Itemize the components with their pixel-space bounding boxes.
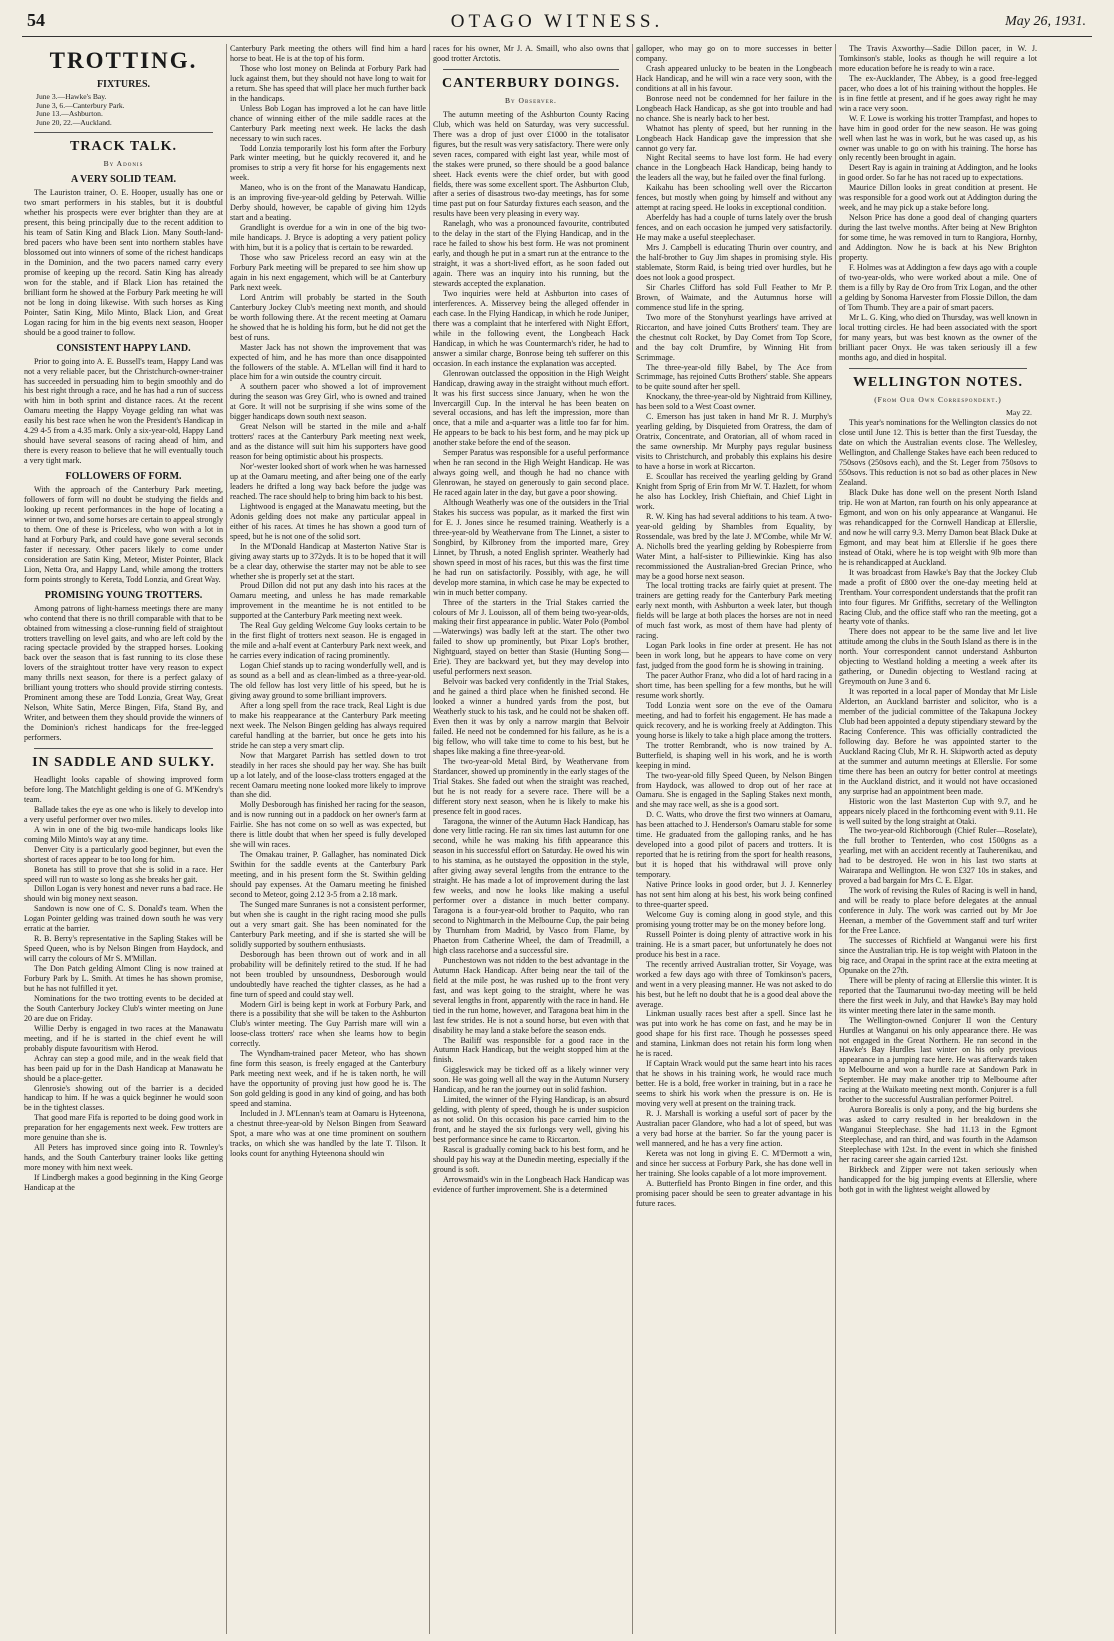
paragraph: The Real Guy gelding Welcome Guy looks certain to be in the first flight of trotters next season. He is engaged in the mile and a-half event at Canterbury Park next week, and he carries every indication of racing prominently. <box>230 621 426 661</box>
subheading: A VERY SOLID TEAM. <box>70 174 177 186</box>
paragraph: It was reported in a local paper of Monday that Mr Lisle Alderton, an Auckland barrister and solicitor, who is a member of the judicial committee of the Takapuna Jockey Club had been appointed a deputy stipendiary steward by the Racing Conference. This was officially contradicted the following day. Before he was appointed starter to the Auckland Racing Club, Mr R. H. Skipworth acted as deputy at the summer and autumn meetings at Ellerslie. For some time there has been an outcry for better control at meetings in the Auckland district, and it would not have occasioned any surprise had an appointment been made. <box>839 687 1037 796</box>
paragraph: Headlight looks capable of showing improved form before long. The Matchlight gelding is one of G. M'Kendry's team. <box>24 774 223 804</box>
paragraph: The trotter Rembrandt, who is now trained by A. Butterfield, is shaping well in his work, and he is worth keeping in mind. <box>636 740 832 770</box>
paragraph: Dillon Logan is very honest and never runs a bad race. He should win big money next season. <box>24 884 223 904</box>
paragraph: Maurice Dillon looks in great condition at present. He was responsible for a good work out at Addington during the week, and he may pick up a stake before long. <box>839 183 1037 213</box>
paragraph: Modern Girl is being kept in work at Forbury Park, and there is a possibility that she will be taken to the Ashburton Club's winter meeting. The Guy Parrish mare will win a loose-class trotters' race when she learns how to begin correctly. <box>230 999 426 1049</box>
paragraph: Three of the starters in the Trial Stakes carried the colours of Mr J. Louisson, all of them being two-year-olds, making their first appearance in public. Water Polo (Pombol—Waterwings) was badly left at the start. The other two failed to show up prominently, but Pixar Lop's brother, Nightguard, stayed on better than Stasie (Hunting Song—Erie). They are backward yet, but they may develop into useful performers next season. <box>433 597 629 677</box>
divider <box>34 132 213 133</box>
paragraph: Canterbury Park meeting the others will find him a hard horse to beat. He is at the top of his form. <box>230 44 426 63</box>
paragraph: There does not appear to be the same live and let live attitude among the clubs in the South Island as there is in the north. Your correspondent cannot understand Ashburton objecting to Westland holding a meeting a week after its gathering, or Dunedin objecting to Westland racing at Greymouth on June 3 and 6. <box>839 627 1037 687</box>
paragraph: Bonrose need not be condemned for her failure in the Longbeach Hack Handicap, as she got into trouble and had no chance. She is nearly back to her best. <box>636 93 832 123</box>
column-rule <box>226 44 227 1634</box>
paragraph: Achray can step a good mile, and in the weak field that has been paid up for in the Dash Handicap at Manawatu he should be a place-getter. <box>24 1053 223 1083</box>
byline: By Adonis <box>103 159 144 169</box>
paragraph: The recently arrived Australian trotter, Sir Voyage, was worked a few days ago with three of Tomkinson's pacers, and went in a very pleasing manner. He was not asked to do his best, but he left no doubt that he is a good deal above the average. <box>636 959 832 1009</box>
paragraph: Desert Ray is again in training at Addington, and he looks in good order. So far he has not raced up to expectations. <box>839 163 1037 183</box>
paragraph: Crash appeared unlucky to be beaten in the Longbeach Hack Handicap, and he will win a race very soon, with the conditions at all in his favour. <box>636 63 832 93</box>
paragraph: The local trotting tracks are fairly quiet at present. The trainers are getting ready for the Canterbury Park meeting early next month, with Ashburton a week later, but though fields will be large at both places the horses are not in need of much fast work, as most of them have had plenty of racing. <box>636 581 832 641</box>
column-5 <box>839 44 1037 1634</box>
paragraph: A. Butterfield has Pronto Bingen in fine order, and this promising pacer should be seen to greater advantage in his future races. <box>636 1178 832 1208</box>
column-rule <box>632 44 633 1634</box>
paragraph: R. W. King has had several additions to his team. A two-year-old gelding by Shambles from Equality, by Rossendale, was bred by the late J. M'Combe, while Mr W. A. Nicholls bred the yearling gelding by Robespierre from Water Mint, a half-sister to Pilliewinkie. King has also recommissioned the Australian-bred Grecian Prince, who may be a good horse next season. <box>636 511 832 581</box>
paragraph: The work of revising the Rules of Racing is well in hand, and will be ready to place before delegates at the annual conference in July. The work was carried out by Mr Joe Heenan, a member of the Government staff and turf writer for the Free Lance. <box>839 886 1037 936</box>
paragraph: Nominations for the two trotting events to be decided at the South Canterbury Jockey Club's winter meeting on June 20 are due on Friday. <box>24 993 223 1023</box>
column-rule <box>429 44 430 1634</box>
paragraph: In the M'Donald Handicap at Masterton Native Star is giving away starts up to 372yds. It is to be hoped that it will be a clear day, otherwise the starter may not be able to see whether she is properly set at the start. <box>230 541 426 581</box>
paragraph: Giggleswick may be ticked off as a likely winner very soon. He was going well all the way in the Autumn Nursery Handicap, and he ran the journey out in solid fashion. <box>433 1065 629 1095</box>
paragraph: The Sunged mare Sunranes is not a consistent performer, but when she is caught in the right racing mood she pulls out a very smart gait. She has been nominated for the Canterbury Park meeting, and if she is started she will be solidly supported by southern enthusiasts. <box>230 899 426 949</box>
paragraph: Those who saw Priceless record an easy win at the Forbury Park meeting will be prepared to see him show up again in his next engagement, which will be at Canterbury Park next week. <box>230 253 426 292</box>
divider <box>443 69 619 70</box>
paragraph: Semper Paratus was responsible for a useful performance when he ran second in the High Weight Handicap. He was always going well, and though he had no chance with Glenrowan, he stayed on generously to gain second place. He raced again later in the day, but gave a poor showing. <box>433 448 629 498</box>
paragraph: Prior to going into A. E. Bussell's team, Happy Land was not a very reliable pacer, but the Christchurch-owner-trainer has succeeded in persuading him to begin smoothly and do his best right through a race, and he has had a run of success with him in both sprint and distance races. At the recent Oamaru meeting the Happy Voyage gelding ran what was easily his best race when he won the President's Handicap in 4.29 4-5 from a 4.35 mark. Only a six-year-old, Happy Land should have several seasons of racing ahead of him, and there is every reason to believe that he will eventually touch a very tight mark. <box>24 356 223 466</box>
paragraph: That good mare Fifa is reported to be doing good work in preparation for her engagements next week. Few trotters are more genuine than she is. <box>24 1113 223 1143</box>
paragraph: Unless Bob Logan has improved a lot he can have little chance of winning either of the mile saddle races at the Canterbury Park meeting next week. He lacks the dash necessary to win such races. <box>230 103 426 143</box>
paragraph: D. C. Watts, who drove the first two winners at Oamaru, has been attached to J. Henderson's Oamaru stable for some time. He graduated from the galloping ranks, and he has developed into a good pilot of pacers and trotters. It is reported that he is retiring from the sport for health reasons, but it is hoped that his withdrawal will prove only temporary. <box>636 810 832 880</box>
paragraph: Russell Pointer is doing plenty of attractive work in his training. He is a smart pacer, but unfortunately he does not produce his best in a race. <box>636 929 832 959</box>
paragraph: Lord Antrim will probably be started in the South Canterbury Jockey Club's meeting next month, and should be worth following there. At the recent meeting at Oamaru he showed that he is holding his form, but he did not get the best of runs. <box>230 292 426 342</box>
subheading: FOLLOWERS OF FORM. <box>65 471 182 483</box>
paragraph: Ranelagh, who was a pronounced favourite, contributed to the delay in the start of the Flying Handicap, and in the race he failed to show his best form. He was not prominent early, and though he put in a smart run at the entrance to the straight, it was a short-lived effort, as he soon faded out again. There was an inquiry into his running, but the stewards accepted the explanation. <box>433 219 629 289</box>
saddle-sulky-heading: IN SADDLE AND SULKY. <box>32 754 215 770</box>
wellington-notes-heading: WELLINGTON NOTES. <box>852 374 1023 390</box>
paragraph: A southern pacer who showed a lot of improvement during the season was Grey Girl, who is owned and trained at Gore. It will not be surprising if she wins some of the bigger handicaps down south next season. <box>230 382 426 422</box>
paragraph: Rascal is gradually coming back to his best form, and he should pay his way at the Dunedin meeting, especially if the ground is soft. <box>433 1144 629 1174</box>
paragraph: If Captain Wrack would put the same heart into his races that he shows in his training work, he would race much better. He is a bold, free worker in training, but in a race he seems to shirk his work when the pressure is on. He is moving very well at present on the training track. <box>636 1059 832 1109</box>
dateline: May 22. <box>1006 408 1032 418</box>
column-1 <box>24 44 223 1634</box>
paragraph: E. Scoullar has received the yearling gelding by Grand Knight from Sprig of Erin from Mr W. T. Hazlett, for whom he also has Lockley, Irish Chieftain, and Chief Light in work. <box>636 471 832 511</box>
paragraph: Todd Lonzia temporarily lost his form after the Forbury Park winter meeting, but he quickly recovered it, and he promises to strip a very fit horse for his engagements next week. <box>230 143 426 183</box>
paragraph: With the approach of the Canterbury Park meeting, followers of form will no doubt be studying the fields and looking up recent performances in the hope of locating a winner or two, and some horses are certain to appeal strongly to them. One of these is Priceless, who won with a lot in hand at Forbury Park, and could have gone several seconds faster if necessary. Other pacers likely to come under consideration are Satin King, Meteor, Mister Pointer, Black Lion, Netta Ora, and Happy Land, while among the trotters form points strongly to Kereta, Todd Lonzia, and Great Way. <box>24 485 223 584</box>
paragraph: Denver City is a particularly good beginner, but even the shortest of races appear to be too long for him. <box>24 844 223 864</box>
paragraph: Although Weatherly was one of the outsiders in the Trial Stakes his success was popular, as it marked the first win for E. J. Jones since he resumed training. Weatherly is a three-year-old by Weathervane from The Linnet, a sister to Songbird, by Kilbroney from the imported mare, Grey Linnet, by Thrush, a noted English sprinter. Weatherly had shown speed in most of his races, but this was the first time he had run on satisfactorily. Possibly, with age, he will develop more stamina, in which case he may be expected to win in much better company. <box>433 498 629 597</box>
paragraph: galloper, who may go on to more successes in better company. <box>636 44 832 63</box>
divider <box>849 368 1027 369</box>
paragraph: The Wyndham-trained pacer Meteor, who has shown fine form this season, is freely engaged at the Canterbury Park meeting next week, and if he is taken north, he will have the opportunity of proving just how good he is. The Son gold gelding is good in any kind of going, and has both speed and stamina. <box>230 1049 426 1109</box>
paragraph: Kaikahu has been schooling well over the Riccarton fences, but mostly when going by himself and without any attempt at racing speed. He looks in exceptional condition. <box>636 183 832 213</box>
paragraph: It was broadcast from Hawke's Bay that the Jockey Club made a profit of £800 over the one-day meeting held at Trentham. Your correspondent understands that the profit ran into four figures. Mr Griffiths, secretary of the Wellington Racing Club, and the office staff who ran the meeting, got a hearty vote of thanks. <box>839 567 1037 627</box>
paragraph: R. B. Berry's representative in the Sapling Stakes will be Speed Queen, who is by Nelson Bingen from Haydock, and will carry the colours of Mr S. M'Millan. <box>24 934 223 964</box>
paragraph: Historic won the last Masterton Cup with 9.7, and he appears nicely placed in the forthcoming event with 9.11. He is well suited by the long straight at Otaki. <box>839 796 1037 826</box>
byline: (From Our Own Correspondent.) <box>874 394 1002 404</box>
page-number: 54 <box>27 10 45 30</box>
paragraph: A win in one of the big two-mile handicaps looks like coming Milo Minto's way at any time. <box>24 824 223 844</box>
paragraph: Sandown is now one of C. S. Donald's team. When the Logan Pointer gelding was trained down south he was very erratic at the barrier. <box>24 904 223 934</box>
paragraph: Those who lost money on Belinda at Forbury Park had luck against them, but they should not have long to wait for a return. She has speed that will place her much further back in the handicaps. <box>230 63 426 103</box>
paragraph: This year's nominations for the Wellington classics do not close until June 12. This is better than the first Tuesday, the date on which the Australian events close. The Wellesley, Wellington, and Challenge Stakes have each been reduced to 750sovs (250sovs each), and the St. Leger from 750sovs to 550sovs. This reduction is not so bad as other places in New Zealand. <box>839 418 1037 488</box>
paragraph: Molly Desborough has finished her racing for the season, and is now running out in a paddock on her owner's farm at Fairlie. She has not come on so well as was expected, but there is little doubt that when her speed is fully developed she will win races. <box>230 800 426 850</box>
paragraph: Knockany, the three-year-old by Nightraid from Killiney, has been sold to a West Coast owner. <box>636 392 832 412</box>
paragraph: C. Emerson has just taken in hand Mr R. J. Murphy's yearling gelding, by Disquieted from Oratress, the dam of Oratrix, Concentrate, and Oratorian, all of whom raced in the same ownership. Mr Murphy pays regular business visits to Christchurch, and probably this explains his desire to have a horse in work at Riccarton. <box>636 412 832 472</box>
paragraph: The three-year-old filly Babel, by The Ace from Scrimmage, has rejoined Cutts Brothers' stable. She appears to be quite sound after her spell. <box>636 362 832 392</box>
column-4 <box>636 44 832 1634</box>
paragraph: Included in J. M'Lennan's team at Oamaru is Hyteenona, a chestnut three-year-old by Nelson Bingen from Seaward Spot, a mare who was at one time prominent on southern tracks, on which she was handled by the late T. Tilson. It looks count for anything Hyteenona should win <box>230 1108 426 1158</box>
paragraph: Taragona, the winner of the Autumn Hack Handicap, has done very little racing. He ran six times last autumn for one second, while he was making his fifth appearance this season in his successful effort on Saturday. He owed his win to his stamina, as he outstayed the opposition in the style, after giving away several lengths from the entrance to the straight. He has made a lot of improvement during the last few weeks, and now he looks like making a useful performer over a distance in much better company. Taragona is a four-year-old brother to Paquito, who ran second to Nightmarch in the Melbourne Cup, the pair being by Thurnham from Madrid, by Vasco from Flame, by Phaeton from Catherine Wheel, the dam of Treadmill, a high class racehorse and a successful sire. <box>433 816 629 955</box>
paragraph: Maneo, who is on the front of the Manawatu Handicap, is an improving five-year-old gelding by Peterwah. Willie Derby should, however, be capable of giving him 12yds start and a beating. <box>230 183 426 223</box>
paragraph: The ex-Aucklander, The Abbey, is a good free-legged pacer, who does a lot of his training without the hopples. He is in fine fettle at present, and if he goes away right he may win a race very soon. <box>839 73 1037 113</box>
paragraph: Willie Derby is engaged in two races at the Manawatu meeting, and if he is started in the chief event he will probably dispute favouritism with Herod. <box>24 1023 223 1053</box>
paragraph: Whatnot has plenty of speed, but her running in the Longbeach Hack Handicap gave the impression that she cannot go very far. <box>636 123 832 153</box>
paragraph: Night Recital seems to have lost form. He had every chance in the Longbeach Hack Handicap, being handy to the leaders all the way, but he failed over the final furlong. <box>636 153 832 183</box>
divider <box>34 748 213 749</box>
header-rule <box>22 36 1092 37</box>
paragraph: The two-year-old Richborough (Chief Ruler—Roselate), the full brother to Tenterden, who cost 1500gns as a yearling, met with an accident recently at Tauherenikau, and had to be destroyed. He won in his last two starts at Wairarapa and Wellington. He won £327 10s in stakes, and proved a bad bargain for Mrs C. E. Elgar. <box>839 826 1037 886</box>
paragraph: R. J. Marshall is working a useful sort of pacer by the Australian pacer Glandore, who had a lot of speed, but was a very bad horse at the barrier. So far the young pacer is well mannered, and he has a very fine action. <box>636 1108 832 1148</box>
paragraph: All Peters has improved since going into R. Townley's hands, and the South Canterbury trainer looks like getting more money with him next week. <box>24 1143 223 1173</box>
paragraph: Native Prince looks in good order, but J. J. Kennerley has not sent him along at his best, his work being confined to three-quarter speed. <box>636 880 832 909</box>
column-3 <box>433 44 629 1634</box>
paragraph: Desborough has been thrown out of work and in all probability will be definitely retired to the stud. If he had not been troubled by unsoundness, Desborough would undoubtedly have reached the tighter classes, as he had a fine turn of speed and could stay well. <box>230 949 426 999</box>
paragraph: Black Duke has done well on the present North Island trip. He won at Marton, ran fourth on his only appearance at Egmont, and won on his only appearance at Wanganui. He was rehandicapped for the Cornwell Handicap at Ellerslie, and now he will carry 9.3. Merry Damon beat Black Duke at Egmont, and may beat him at Ellerslie if he goes there instead of Otaki, where he is top weight with 9lb more than he is rehandicapped at Auckland. <box>839 488 1037 567</box>
paragraph: The successes of Richfield at Wanganui were his first since the Australian trip. He is top weight with Platoon in the big race, and Orapai in the sprint race at the extra meeting at Opunake on the 27th. <box>839 935 1037 975</box>
paragraph: Grandlight is overdue for a win in one of the big two-mile handicaps. J. Bryce is adopting a very patient policy with him, but it is a policy that is certain to be rewarded. <box>230 223 426 253</box>
paragraph: The Bailiff was responsible for a good race in the Autumn Hack Handicap, but the weight stopped him at the finish. <box>433 1035 629 1065</box>
paragraph: Arrowsmaid's win in the Longbeach Hack Handicap was evidence of further improvement. She is a determined <box>433 1174 629 1194</box>
paragraph: The Wellington-owned Conjurer II won the Century Hurdles at Wanganui on his only appearance there. He was not engaged in the Great Northern. He ran second in the Hawke's Bay Hurdles last winter on his only previous appearance in a jumping race here. He was afterwards taken to Melbourne and won a hurdle race at Sandown Park in September. He may make another trip to Melbourne after racing at the Waikato meeting next month. Conjurer is a full brother to the successful Australian performer Poitrel. <box>839 1015 1037 1105</box>
paragraph: After a long spell from the race track, Real Light is due to make his reappearance at the Canterbury Park meeting next week. The Nelson Bingen gelding has always required careful handling at the barrier, but once he gets into his stride he can step a very smart clip. <box>230 700 426 750</box>
subheading: CONSISTENT HAPPY LAND. <box>56 342 191 354</box>
paragraph: Punchestown was not ridden to the best advantage in the Autumn Hack Handicap. After being near the tail of the field at the mile post, he was rushed up to the front very fast, and was kept going to the straight, where he was several lengths in front, apparently with the race in hand. He tied in the run home, however, and Taragona beat him in the last few strides. He is not a sound horse, but even with that disability he may land a stake before the season ends. <box>433 955 629 1035</box>
paragraph: Birkbeck and Zipper were not taken seriously when handicapped for the big jumping events at Ellerslie, where both got in with the lightest weight allowed by <box>839 1164 1037 1194</box>
page-header <box>0 0 1114 42</box>
paragraph: The two-year-old filly Speed Queen, by Nelson Bingen from Haydock, was allowed to drop out of her race at Oamaru. She is engaged in the Sapling Stakes next month, and she may race well, as she is a good sort. <box>636 770 832 810</box>
paragraph: Mr L. G. King, who died on Thursday, was well known in local trotting circles. He had been associated with the sport for many years, but was best known as the owner of the brilliant pacer Onyx. He was taken seriously ill a few months ago, and died in hospital. <box>839 312 1037 362</box>
fixtures-heading: FIXTURES. <box>96 79 151 90</box>
paragraph: Linkman usually races best after a spell. Since last he was put into work he has come on fast, and he may be in good shape for his first race. Though he possesses speed and stamina, Linkman does not retain his form long when he is raced. <box>636 1009 832 1059</box>
paragraph: Two more of the Stonyhurst yearlings have arrived at Riccarton, and have joined Cutts Brothers' team. They are the chestnut colt Rocket, by Day Comet from Top Score, and the bay colt Drumfire, by Winning Hit from Scrimmage. <box>636 312 832 362</box>
paragraph: If Lindbergh makes a good beginning in the King George Handicap at the <box>24 1173 223 1193</box>
fixture-item: June 3.—Hawke's Bay. <box>36 92 107 101</box>
paragraph: Kereta was not long in giving E. C. M'Dermott a win, and since her success at Forbury Park, she has done well in her training. She looks capable of a lot more improvement. <box>636 1148 832 1178</box>
paragraph: Two inquiries were held at Ashburton into cases of interferences. A. Misservey being the alleged offender in each case. In the Flying Handicap, in which he rode Juniper, there was a complaint that he interfered with Night Effort, while in the following event, the Longbeach Hack Handicap, in which he was Countermarch's rider, he had to answer a similar charge, Bonrose being teh sufferer on this occasion. In each instance the explanation was accepted. <box>433 289 629 368</box>
paragraph: Ballade takes the eye as one who is likely to develop into a very useful performer over two miles. <box>24 804 223 824</box>
column-2 <box>230 44 426 1634</box>
paragraph: There will be plenty of racing at Ellerslie this winter. It is reported that the Taumarunui two-day meeting will be held there the first week in July, and that Hawke's Bay may hold its winter meeting there later in the same month. <box>839 975 1037 1015</box>
paragraph: The Omakau trainer, P. Gallagher, has nominated Dick Swithin for the saddle events at the Canterbury Park meeting, and in his present form the St. Swithin gelding should pay expenses. At the Oamaru meeting he finished second to Meteor, going 2.12 3-5 from a 2.18 mark. <box>230 850 426 900</box>
paragraph: Belvoir was backed very confidently in the Trial Stakes, and he gained a third place when he finished second. He looked a winner a hundred yards from the post, but Weatherly stuck to his task, and he could not be shaken off. Even then it was by only a narrow margin that Belvoir failed. He need not be condemned for his failure, as he is a big fellow, who will take time to come to his best, but he shapes like making a fine three-year-old. <box>433 677 629 756</box>
paragraph: Logan Park looks in fine order at present. He has not been in work long, but he appears to have come on very fast, judged from the good form he is showing in training. <box>636 641 832 671</box>
paragraph: Aurora Borealis is only a pony, and the big burdens she was asked to carry resulted in her breakdown in the Wanganui Steeplechase. She had 11.13 in the Egmont Steeplechase, and ran third, and was fourth in the Adamson Steeplechase with 12st. In the event in which she finished her racing career she again carried 12st. <box>839 1105 1037 1164</box>
canterbury-doings-heading: CANTERBURY DOINGS. <box>441 75 620 91</box>
paragraph: The autumn meeting of the Ashburton County Racing Club, which was held on Saturday, was very successful. There was a drop of just over £1000 in the totalisator figures, but the result was very satisfactory. There were only seven races, compared with eight last year, while most of the stakes were pruned, so there should be a good balance sheet. Hack events were the chief order, but with good fields, there was some excellent sport. The Ashburton Club, after a series of disastrous two-day meetings, has for some time past put on four Saturday fixtures each season, and the results have been very pleasing in every way. <box>433 109 629 219</box>
paragraph: Mrs J. Campbell is educating Thurin over country, and the half-brother to Guy Jim shapes in promising style. His stablemate, Storm Raid, is being tried over hurdles, but he does not look a good prospect. <box>636 243 832 282</box>
section-title-trotting: TROTTING. <box>49 48 198 73</box>
paragraph: The Don Patch gelding Almont Cling is now trained at Forbury Park by L. Smith. At times he has shown promise, but he has not fulfilled it yet. <box>24 964 223 993</box>
paragraph: Glenrowan outclassed the opposition in the High Weight Handicap, drawing away in the straight without much effort. It was his first success since January, when he won the Invercargill Cup. In the interval he has been beaten on several occasions, and has left the impression, more than once, that a mile and a-quarter was a little too far for him. He appears to be back to his best form, and he may pick up another stake before the end of the season. <box>433 368 629 448</box>
paragraph: Nor'-wester looked short of work when he was harnessed up at the Oamaru meeting, and after being one of the early leaders he drifted a long way back before the judge was reached. The race should help to bring him back to his best. <box>230 462 426 501</box>
paragraph: Logan Chief stands up to racing wonderfully well, and is as sound as a bell and as clean-limbed as a three-year-old. The old fellow has lost very little of his speed, but he is giving away ground to some brilliant improvers. <box>230 661 426 700</box>
paragraph: Among patrons of light-harness meetings there are many who contend that there is no thrill comparable with that to be obtained from witnessing a close-running field of straightout trotters travelling on level gaits, and who are left cold by the racing spectacle provided by the strapped horses. Looking back over the season that is fast running to its close these lovers of the straightout trotter have very reason to expect many thrills next season, for there is a perfect galaxy of brilliant young trotters who should provide stirring contests. Prominent among these are Todd Lonzia, Great Way, Great Nelson, White Satin, Merce Bingen, Fifa, Stand By, and Writer, and between them they should provide the winners of the Dominion's richest handicaps for the free-legged performers. <box>24 603 223 743</box>
paragraph: The Travis Axworthy—Sadie Dillon pacer, in W. J. Tomkinson's stable, looks as though he will require a lot more education before he is ready to win a race. <box>839 44 1037 73</box>
issue-date: May 26, 1931. <box>1005 14 1086 29</box>
paragraph: Glenrosie's showing out of the barrier is a decided handicap to him. If he was a quick beginner he would soon be in the tightest classes. <box>24 1083 223 1113</box>
paragraph: Sir Charles Clifford has sold Full Feather to Mr P. Brown, of Waimate, and the Autumnus horse will commence stud life in the spring. <box>636 282 832 312</box>
fixture-item: June 20, 22.—Auckland. <box>36 117 112 127</box>
fixture-item: June 13.—Ashburton. <box>36 109 103 119</box>
paragraph: Boneta has still to prove that she is solid in a race. Her speed will run to waste so long as she breaks her gait. <box>24 864 223 884</box>
paragraph: The two-year-old Metal Bird, by Weathervane from Stardancer, showed up prominently in the early stages of the Trial Stakes. She faded out when the straight was reached, but he is not ready for a severe race. There will be a different story next season, when he is likely to make his presence felt in good races. <box>433 756 629 816</box>
paragraph: Welcome Guy is coming along in good style, and this promising young trotter may be on the money before long. <box>636 909 832 929</box>
fixture-item: June 3, 6.—Canterbury Park. <box>36 100 125 110</box>
byline: By Observer. <box>505 95 557 105</box>
paragraph: races for his owner, Mr J. A. Smaill, who also owns that good trotter Arctotis. <box>433 44 629 63</box>
paragraph: Now that Margaret Parrish has settled down to trot steadily in her races she should pay her way. She has built up a lot lately, and of the loose-class trotters engaged at the recent Oamaru meeting none looked more likely to improve than she did. <box>230 750 426 800</box>
paragraph: F. Holmes was at Addington a few days ago with a couple of two-year-olds, who were worked about a mile. One of them is a filly by Ray de Oro from Trix Logan, and the other a gelding by Sonoma Harvester from Flossie Dillon, the dam of Tom Thumb. They are a pair of smart pacers. <box>839 262 1037 312</box>
paragraph: Proud Dillon did not put any dash into his races at the Oamaru meeting, and unless he has made remarkable improvement in the meantime he is not entitled to be supported at the Canterbury Park meeting next week. <box>230 581 426 621</box>
paragraph: Master Jack has not shown the improvement that was expected of him, and he has more than once disappointed the followers of the stable. A. M'Lellan will find it hard to place him for a win outside the country circuit. <box>230 342 426 382</box>
paragraph: Limited, the winner of the Flying Handicap, is an absurd gelding, with plenty of speed, though he is under suspicion as not solid. On this occasion his pace carried him to the front, and he stayed the six furlongs very well, giving his best performance since he came to Riccarton. <box>433 1095 629 1145</box>
paragraph: Todd Lonzia went sore on the eve of the Oamaru meeting, and had to forfeit his engagement. He has made a quick recovery, and he is working freely at Addington. This young horse is likely to take a high place among the trotters. <box>636 700 832 740</box>
paragraph: The pacer Author Franz, who did a lot of hard racing in a short time, has been spelling for a few months, but he will resume work shortly. <box>636 671 832 700</box>
paragraph: The Lauriston trainer, O. E. Hooper, usually has one or two smart performers in his stables, but it is doubtful whether his prospects were ever brighter than they are at present, this being principally due to the recent addition to his team of Satin King and Black Lion. Many South-land-bred pacers who have been sent into northern stables have blossomed out into winners of some of the richest handicaps in the Dominion, and the two pacers named carry every promise of keeping up the record. Satin King has already won for the stable, and if Black Lion has retained the brilliant form he showed at the Forbury Park meeting he will not be long in doing likewise. With such horses as King Pointer, Satin King, Milo Minto, Black Lion, and Great Logan racing for him in the big events next season, Hooper should be a good trainer to follow. <box>24 188 223 337</box>
paragraph: Nelson Price has done a good deal of changing quarters during the last twelve months. After being at New Brighton for some time, he was removed in turn to Rangiora, Hornby, and Addington. Now he is back at his New Brighton property. <box>839 213 1037 263</box>
column-rule <box>835 44 836 1634</box>
track-talk-heading: TRACK TALK. <box>70 139 177 155</box>
paragraph: Aberfeldy has had a couple of turns lately over the brush fences, and on each occasion he jumped very satisfactorily. He may make a useful steeplechaser. <box>636 213 832 243</box>
paragraph: Great Nelson will be started in the mile and a-half trotters' races at the Canterbury Park meeting next week, and as the distance will suit him his supporters have good reason for being optimistic about his prospects. <box>230 422 426 462</box>
subheading: PROMISING YOUNG TROTTERS. <box>44 589 203 601</box>
masthead: OTAGO WITNESS. <box>450 11 664 32</box>
paragraph: W. F. Lowe is working his trotter Trampfast, and hopes to have him in good order for the new season. He was going well when last he was in work, but he was cased up, as his owner was unable to go on with his training. The horse has only recently been brought in again. <box>839 113 1037 163</box>
paragraph: Lightwood is engaged at the Manawatu meeting, but the Adonis gelding does not make any particular appeal in either of his races. At times he has shown a good turn of speed, but he is not one of the solid sort. <box>230 501 426 541</box>
